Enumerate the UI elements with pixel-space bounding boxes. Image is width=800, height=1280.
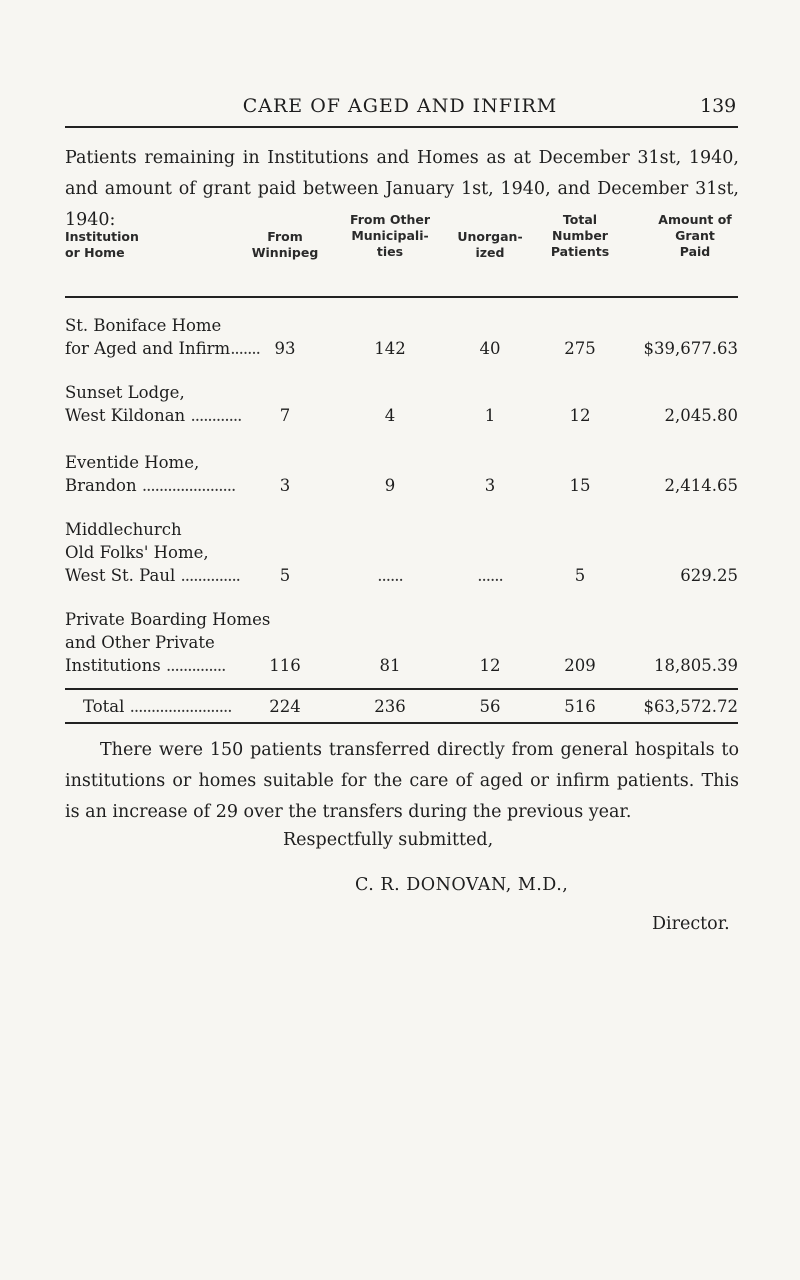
total-patients: 516 <box>564 697 596 716</box>
table-header <box>65 197 738 297</box>
total-value: 12 <box>569 406 591 425</box>
unorganized-value: 40 <box>479 339 501 358</box>
signature-title: Director. <box>652 914 730 934</box>
winnipeg-value: 93 <box>274 339 296 358</box>
header-rule <box>65 126 738 128</box>
intro-paragraph: Patients remaining in Institutions and Homes as at December 31st, 1940, and amount of grant paid between January 1st, 1940, and December 31st, 1940: <box>65 148 739 230</box>
institution-name: for Aged and Infirm....... <box>65 339 260 358</box>
grant-value: 18,805.39 <box>654 656 738 675</box>
total-unorganized: 56 <box>479 697 501 716</box>
institution-name: Sunset Lodge, <box>65 383 185 402</box>
institution-name: West Kildonan ............ <box>65 406 242 425</box>
institution-name: Institutions .............. <box>65 656 226 675</box>
total-value: 275 <box>564 339 596 358</box>
col-header-unorganized: Unorgan- ized <box>457 229 523 260</box>
grant-value: 2,414.65 <box>664 476 738 495</box>
col-header-grant: Amount of Grant Paid <box>658 212 732 259</box>
institution-name: West St. Paul .............. <box>65 566 240 585</box>
col-header-total: Total Number Patients <box>550 212 610 259</box>
grant-value: 2,045.80 <box>664 406 738 425</box>
col-header-winnipeg: From Winnipeg <box>251 229 319 260</box>
grant-value: 629.25 <box>680 566 738 585</box>
municipalities-value: 81 <box>379 656 401 675</box>
table-row <box>65 518 738 590</box>
unorganized-value: 1 <box>484 406 496 425</box>
winnipeg-value: 7 <box>279 406 291 425</box>
institution-name: Eventide Home, <box>65 453 200 472</box>
institution-name: Brandon ...................... <box>65 476 236 495</box>
signature-name: C. R. DONOVAN, M.D., <box>355 875 569 895</box>
table-row <box>65 451 738 501</box>
institution-name: Private Boarding Homes <box>65 610 271 629</box>
institution-name: Middlechurch <box>65 520 182 539</box>
grant-value: $39,677.63 <box>643 339 738 358</box>
municipalities-value: 4 <box>384 406 396 425</box>
total-bottom-rule <box>65 722 738 724</box>
total-municipalities: 236 <box>374 697 406 716</box>
total-value: 15 <box>569 476 591 495</box>
institution-name: St. Boniface Home <box>65 316 222 335</box>
winnipeg-value: 3 <box>279 476 291 495</box>
institution-name: and Other Private <box>65 633 215 652</box>
total-value: 209 <box>564 656 596 675</box>
institution-name: Old Folks' Home, <box>65 543 209 562</box>
table-header-rule <box>65 296 738 298</box>
page-number: 139 <box>700 95 737 117</box>
table-row <box>65 608 738 680</box>
winnipeg-value: 116 <box>269 656 301 675</box>
col-header-institution: Institution or Home <box>65 229 139 260</box>
winnipeg-value: 5 <box>279 566 291 585</box>
unorganized-value: ...... <box>477 566 503 585</box>
running-head: CARE OF AGED AND INFIRM <box>242 95 558 117</box>
total-label: Total ........................ <box>83 697 232 716</box>
col-header-municipalities: From Other Municipali- ties <box>349 212 430 259</box>
municipalities-value: ...... <box>377 566 403 585</box>
total-top-rule <box>65 688 738 690</box>
municipalities-value: 9 <box>384 476 396 495</box>
table-row <box>65 381 738 431</box>
unorganized-value: 3 <box>484 476 496 495</box>
municipalities-value: 142 <box>374 339 406 358</box>
closing-paragraph: There were 150 patients transferred directly from general hospitals to institutions or homes suitable for the care of aged or infirm patients. This is an increase of 29 over the transfers during the previous year. <box>65 740 739 822</box>
signature-salutation: Respectfully submitted, <box>283 830 494 850</box>
total-value: 5 <box>574 566 586 585</box>
total-grant: $63,572.72 <box>643 697 738 716</box>
total-winnipeg: 224 <box>269 697 301 716</box>
unorganized-value: 12 <box>479 656 501 675</box>
table-row <box>65 314 738 364</box>
